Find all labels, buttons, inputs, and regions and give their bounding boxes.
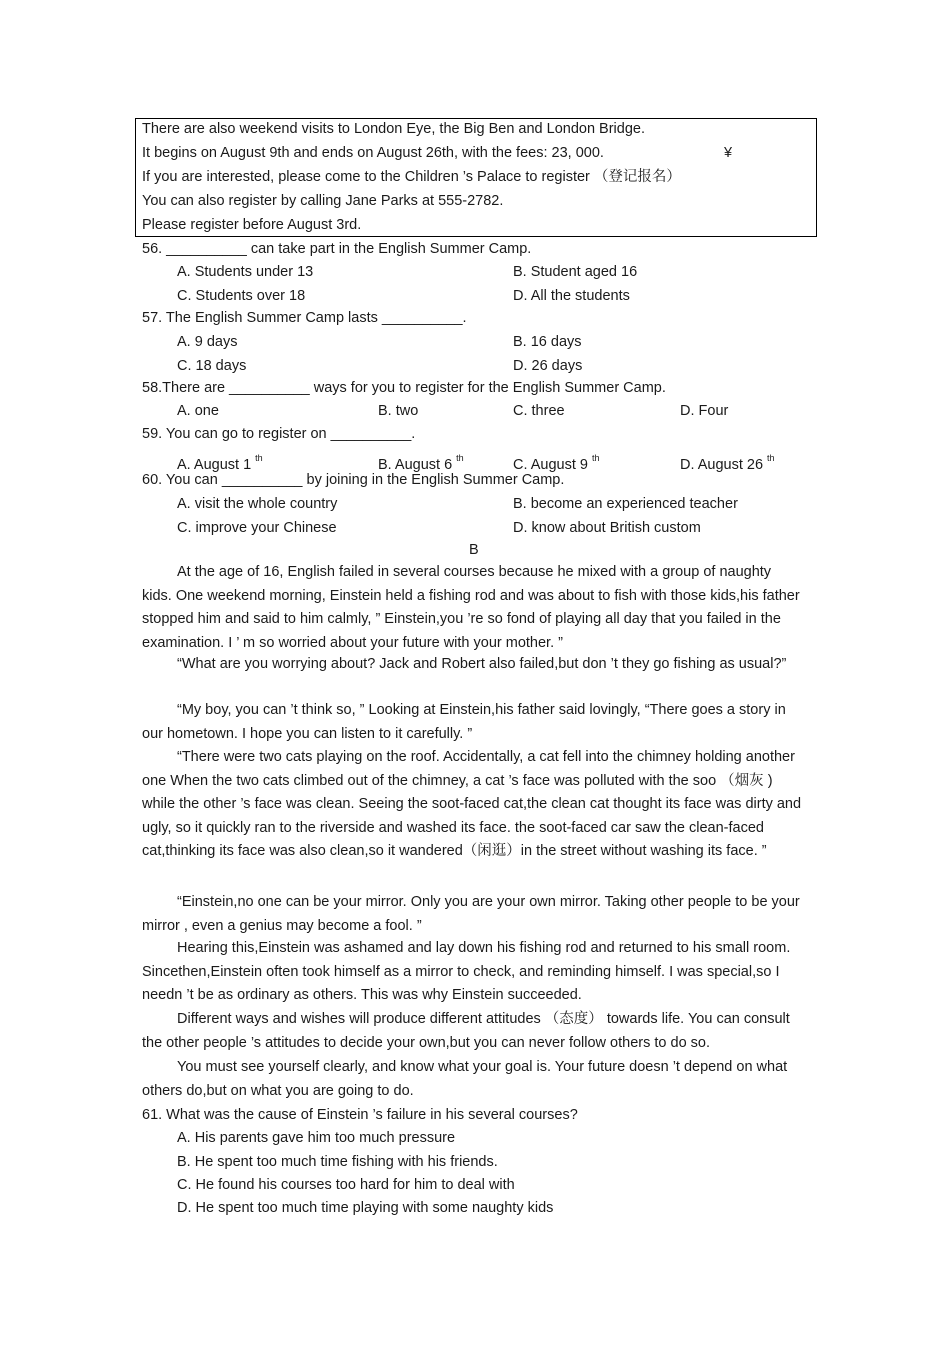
question-stem: 61. What was the cause of Einstein ’s failure in his several courses? [142, 1107, 578, 1123]
notice-line: Please register before August 3rd. [142, 217, 362, 233]
option: C. improve your Chinese [177, 520, 337, 536]
option: A. August 1 $^{th}$ [177, 453, 263, 473]
option: D. All the students [513, 288, 630, 304]
option: A. visit the whole country [177, 496, 338, 512]
option: A. 9 days [177, 334, 238, 350]
section-heading: B [469, 542, 479, 558]
option: A. one [177, 403, 219, 419]
option: D. August 26 $^{th}$ [680, 453, 775, 473]
paragraph: At the age of 16, English failed in several courses because he mixed with a group of naughty kids. One weekend morning, Einstein held a fishing rod and was about to fish with those kids,his father stopped him and said to him calmly, ” Einstein,you ’re so fond of playing all day that you failed in the examination. I ’ m so worried about your future with your mother. ” [142, 564, 800, 651]
notice-line: You can also register by calling Jane Parks at 555-2782. [142, 193, 504, 209]
notice-line: There are also weekend visits to London Eye, the Big Ben and London Bridge. [142, 121, 645, 137]
notice-box [135, 118, 817, 237]
option: D. Four [680, 403, 729, 419]
paragraph: “There were two cats playing on the roof. Accidentally, a cat fell into the chimney holding another one When the two cats climbed out of the chimney, a cat ’s face was polluted with the soo （烟灰 ) while the other ’s face was clean. Seeing the soot-faced cat,the clean cat thought its face was dirty and ugly, so it quickly ran to the riverside and washed its face. the soot-faced car saw the clean-faced cat,thinking its face was also clean,so it wandered（闲逛）in the street without washing its face. ” [142, 749, 802, 859]
option: A. Students under 13 [177, 264, 314, 280]
option: D. know about British custom [513, 520, 701, 536]
option: C. Students over 18 [177, 288, 306, 304]
question-stem: 59. You can go to register on __________. [142, 426, 416, 442]
option: C. He found his courses too hard for him to deal with [177, 1177, 515, 1193]
option: D. 26 days [513, 358, 583, 374]
paragraph: Different ways and wishes will produce different attitudes （态度） towards life. You can consult the other people ’s attitudes to decide your own,but you can never follow others to do so. [142, 1011, 790, 1051]
paragraph: You must see yourself clearly, and know what your goal is. Your future doesn ’t depend on what others do,but on what you are going to do. [142, 1059, 788, 1099]
option: B. two [378, 403, 419, 419]
paragraph: “My boy, you can ’t think so, ” Looking at Einstein,his father said lovingly, “There goes a story in our hometown. I hope you can listen to it carefully. ” [142, 702, 786, 742]
option: B. Student aged 16 [513, 264, 638, 280]
question-stem: 60. You can __________ by joining in the English Summer Camp. [142, 472, 565, 488]
currency-symbol: ¥ [724, 145, 733, 161]
option: A. His parents gave him too much pressure [177, 1130, 456, 1146]
notice-line: If you are interested, please come to the Children ’s Palace to register （登记报名） [142, 169, 681, 185]
option: C. August 9 $^{th}$ [513, 453, 600, 473]
option: B. He spent too much time fishing with his friends. [177, 1154, 498, 1170]
paragraph: Hearing this,Einstein was ashamed and lay down his fishing rod and returned to his small room. Sincethen,Einstein often took himself as a mirror to check, and reminding himself. I was special,so I needn ’t be as ordinary as others. This was why Einstein succeeded. [142, 940, 791, 1003]
question-stem: 57. The English Summer Camp lasts __________. [142, 310, 467, 326]
option: B. become an experienced teacher [513, 496, 738, 512]
option: B. August 6 $^{th}$ [378, 453, 464, 473]
question-stem: 56. __________ can take part in the English Summer Camp. [142, 241, 532, 257]
option: B. 16 days [513, 334, 582, 350]
paragraph: “Einstein,no one can be your mirror. Only you are your own mirror. Taking other people to be your mirror , even a genius may become a fool. ” [142, 894, 800, 934]
option: D. He spent too much time playing with some naughty kids [177, 1200, 554, 1216]
question-stem: 58.There are __________ ways for you to register for the English Summer Camp. [142, 380, 666, 396]
option: C. 18 days [177, 358, 247, 374]
option: C. three [513, 403, 565, 419]
paragraph: “What are you worrying about? Jack and Robert also failed,but don ’t they go fishing as usual?” [177, 656, 787, 672]
notice-line: It begins on August 9th and ends on August 26th, with the fees: 23, 000. [142, 145, 604, 161]
